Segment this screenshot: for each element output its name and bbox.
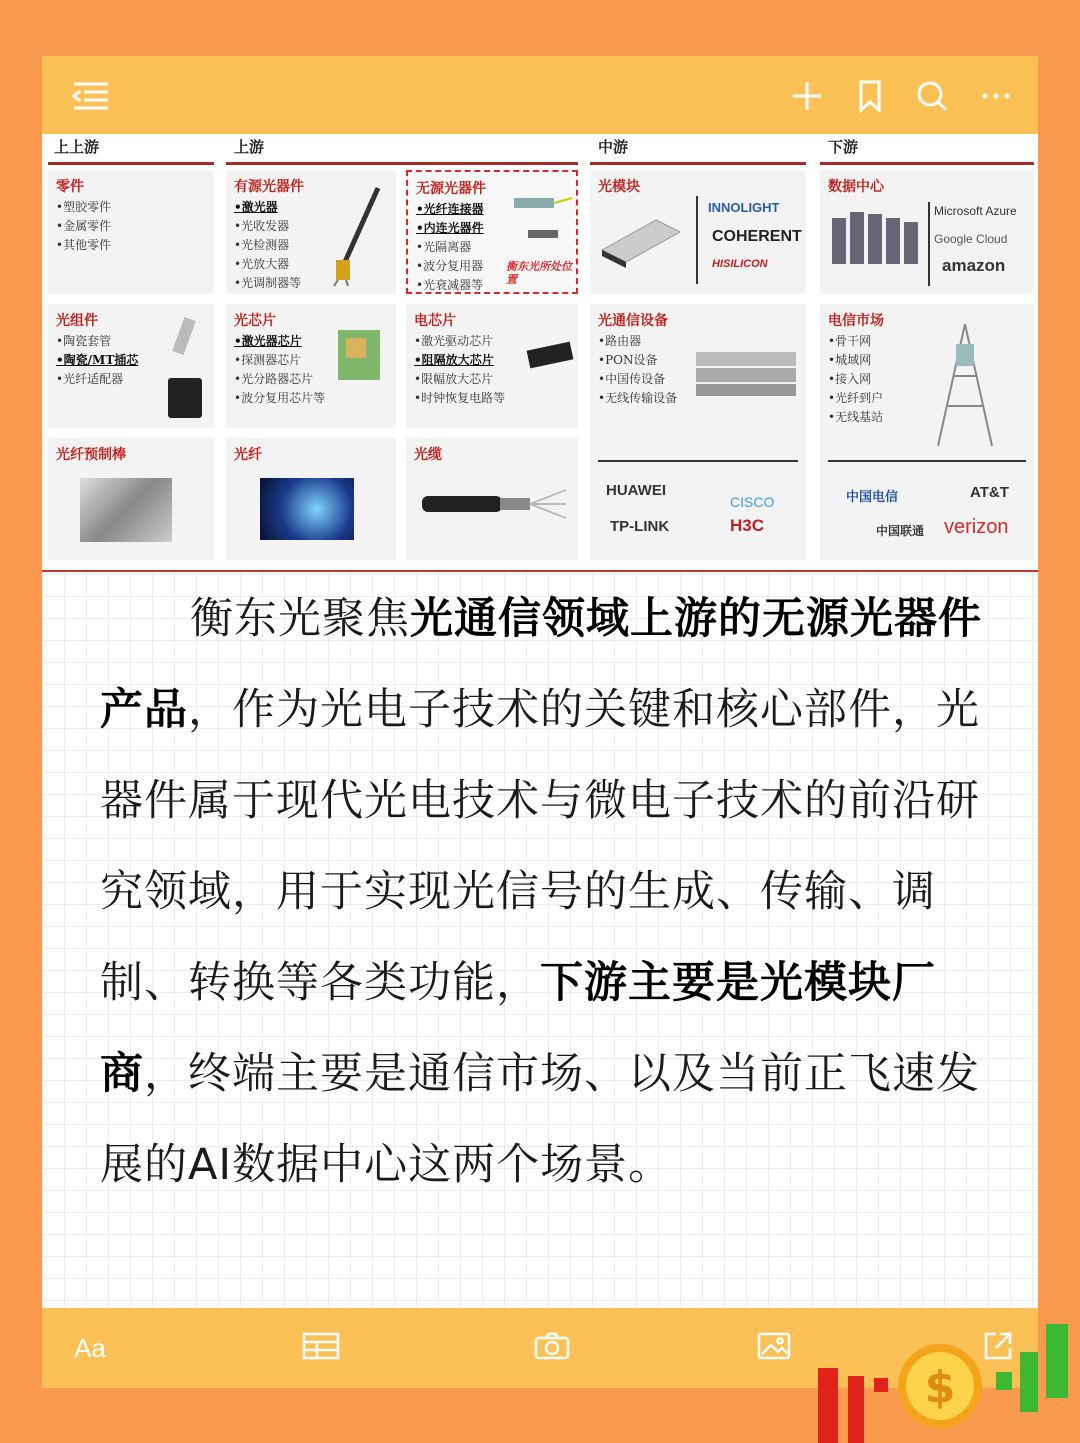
cell-title: 数据中心 xyxy=(828,179,884,195)
cell-fiber xyxy=(226,438,396,560)
coin-chart-sticker-icon xyxy=(812,1316,1080,1443)
cell-items xyxy=(414,332,505,408)
cell-title: 无源光器件 xyxy=(416,181,486,197)
brand-innolight: INNOLIGHT xyxy=(708,200,780,215)
datacenter-image xyxy=(826,204,924,274)
cell-preform xyxy=(48,438,214,560)
brand-google-cloud: Google Cloud xyxy=(934,232,1008,246)
bold-text-run: 下游主要是光模块厂商 xyxy=(100,958,936,1099)
cable-image xyxy=(420,484,570,524)
cell-items xyxy=(56,198,111,255)
brand-amazon: amazon xyxy=(942,256,1006,275)
cell-electrical-chip xyxy=(406,304,578,428)
cell-cable xyxy=(406,438,578,560)
switch-image xyxy=(694,348,798,400)
cell-comm-equipment xyxy=(590,304,806,560)
divider xyxy=(598,460,798,462)
cell-title: 光组件 xyxy=(56,313,98,329)
cell-title: 光模块 xyxy=(598,179,640,195)
brand-china-unicom: 中国联通 xyxy=(876,524,925,538)
cell-title: 零件 xyxy=(56,179,84,195)
list-item: •陶瓷套管 xyxy=(56,334,112,348)
plus-icon[interactable] xyxy=(787,76,827,116)
list-item: •激光器芯片 xyxy=(234,334,302,348)
tower-image xyxy=(928,316,1002,450)
table-icon[interactable] xyxy=(300,1326,342,1370)
list-item: •光隔离器 xyxy=(416,240,472,254)
cell-items xyxy=(56,332,138,389)
list-item: •塑胶零件 xyxy=(56,200,112,214)
text-run: 衡东光聚焦 xyxy=(190,594,410,644)
cell-title: 光通信设备 xyxy=(598,313,668,329)
list-item: •中国传设备 xyxy=(598,372,666,386)
cell-title: 有源光器件 xyxy=(234,179,304,195)
brand-hisilicon: HISILICON xyxy=(712,258,768,270)
list-item: •光检测器 xyxy=(234,238,290,252)
connector-image xyxy=(504,192,574,252)
stage-divider xyxy=(820,162,1034,165)
cell-title: 电芯片 xyxy=(414,313,456,329)
list-item: •限幅放大芯片 xyxy=(414,372,494,386)
list-item: •无线基站 xyxy=(828,410,884,424)
cell-title: 光纤预制棒 xyxy=(56,447,126,463)
list-item: •陶瓷/MT插芯 xyxy=(56,353,139,367)
list-item: •无线传输设备 xyxy=(598,391,678,405)
industry-chain-figure xyxy=(42,134,1038,572)
list-item: •波分复用器 xyxy=(416,259,484,273)
laser-image xyxy=(328,184,390,288)
cell-assembly xyxy=(48,304,214,428)
list-item: •PON设备 xyxy=(598,353,658,367)
list-item: •光调制器等 xyxy=(234,276,302,290)
list-item: •探测器芯片 xyxy=(234,353,302,367)
list-item: •光放大器 xyxy=(234,257,290,271)
divider xyxy=(928,202,930,286)
brand-h3c: H3C xyxy=(730,516,765,535)
cell-optical-module xyxy=(590,170,806,294)
brand-coherent: COHERENT xyxy=(712,228,802,245)
more-icon[interactable] xyxy=(976,76,1016,116)
chip-image xyxy=(336,328,382,382)
ferrule-image xyxy=(160,312,210,424)
stage-label: 上游 xyxy=(234,138,265,156)
stage-divider xyxy=(226,162,578,165)
cell-items xyxy=(828,332,883,427)
cell-items xyxy=(598,332,677,408)
brand-att: AT&T xyxy=(970,484,1009,501)
article-text[interactable] xyxy=(100,574,990,1211)
search-icon[interactable] xyxy=(912,76,952,116)
list-item: •路由器 xyxy=(598,334,642,348)
cell-title: 光芯片 xyxy=(234,313,276,329)
ic-image xyxy=(526,340,574,370)
list-item: •光衰减器等 xyxy=(416,278,484,292)
list-item: •光纤连接器 xyxy=(416,202,484,216)
svg-text:$: $ xyxy=(924,1362,956,1413)
list-item: •骨干网 xyxy=(828,334,872,348)
current-position-tag: 衡东光所处位置 xyxy=(506,260,572,286)
cell-passive-devices xyxy=(406,170,578,294)
divider xyxy=(696,196,698,284)
cell-datacenter xyxy=(820,170,1034,294)
list-item: •光纤到户 xyxy=(828,391,884,405)
preform-image xyxy=(80,478,172,542)
cell-parts xyxy=(48,170,214,294)
list-item: •其他零件 xyxy=(56,238,112,252)
brand-tplink: TP-LINK xyxy=(610,518,670,535)
list-item: •金属零件 xyxy=(56,219,112,233)
stage-divider xyxy=(590,162,806,165)
image-icon[interactable] xyxy=(754,1326,794,1370)
list-item: •激光驱动芯片 xyxy=(414,334,494,348)
list-item: •光纤适配器 xyxy=(56,372,124,386)
list-item: •接入网 xyxy=(828,372,872,386)
cell-items xyxy=(234,198,301,293)
cell-title: 光纤 xyxy=(234,447,262,463)
list-item: •阻隔放大芯片 xyxy=(414,353,494,367)
stage-label: 上上游 xyxy=(54,138,100,156)
stage-divider xyxy=(48,162,214,165)
cell-title: 电信市场 xyxy=(828,313,884,329)
font-format-button[interactable]: Aa xyxy=(74,1333,106,1363)
cell-optical-chip xyxy=(226,304,396,428)
text-run: ，作为光电子技术的关键和核心部件，光器件属于现代光电技术与微电子技术的前沿研究领域，用于实现光信号的生成、传输、调制、转换等各类功能， xyxy=(100,685,980,1008)
list-item: •时钟恢复电路等 xyxy=(414,391,506,405)
cell-title: 光缆 xyxy=(414,447,442,463)
list-item: •波分复用芯片等 xyxy=(234,391,326,405)
cell-items xyxy=(416,200,484,295)
brand-huawei: HUAWEI xyxy=(606,482,666,499)
list-item: •光分路器芯片 xyxy=(234,372,314,386)
stage-label: 中游 xyxy=(598,138,629,156)
list-item: •内连光器件 xyxy=(416,221,484,235)
bold-text-run: 光通信领域上游的无源光器件产品 xyxy=(100,594,982,735)
stage-label: 下游 xyxy=(828,138,859,156)
fiber-image xyxy=(260,478,354,540)
list-item: •激光器 xyxy=(234,200,278,214)
note-app xyxy=(42,56,1038,1388)
bookmark-icon[interactable] xyxy=(850,76,890,116)
camera-icon[interactable] xyxy=(532,1326,572,1370)
brand-verizon: verizon xyxy=(944,516,1009,538)
text-run: ，终端主要是通信市场、以及当前正飞速发展的AI数据中心这两个场景。 xyxy=(100,1049,980,1190)
brand-microsoft-azure: Microsoft Azure xyxy=(934,204,1017,218)
brand-cisco: CISCO xyxy=(730,494,775,510)
module-image xyxy=(596,210,686,270)
list-item: •城域网 xyxy=(828,353,872,367)
cell-telecom-market xyxy=(820,304,1034,560)
divider xyxy=(828,460,1026,462)
cell-items xyxy=(234,332,325,408)
list-item: •光收发器 xyxy=(234,219,290,233)
brand-china-telecom: 中国电信 xyxy=(846,489,899,504)
top-toolbar xyxy=(42,56,1038,134)
menu-icon[interactable] xyxy=(70,76,110,116)
note-body xyxy=(42,134,1038,1308)
cell-active-devices xyxy=(226,170,396,294)
